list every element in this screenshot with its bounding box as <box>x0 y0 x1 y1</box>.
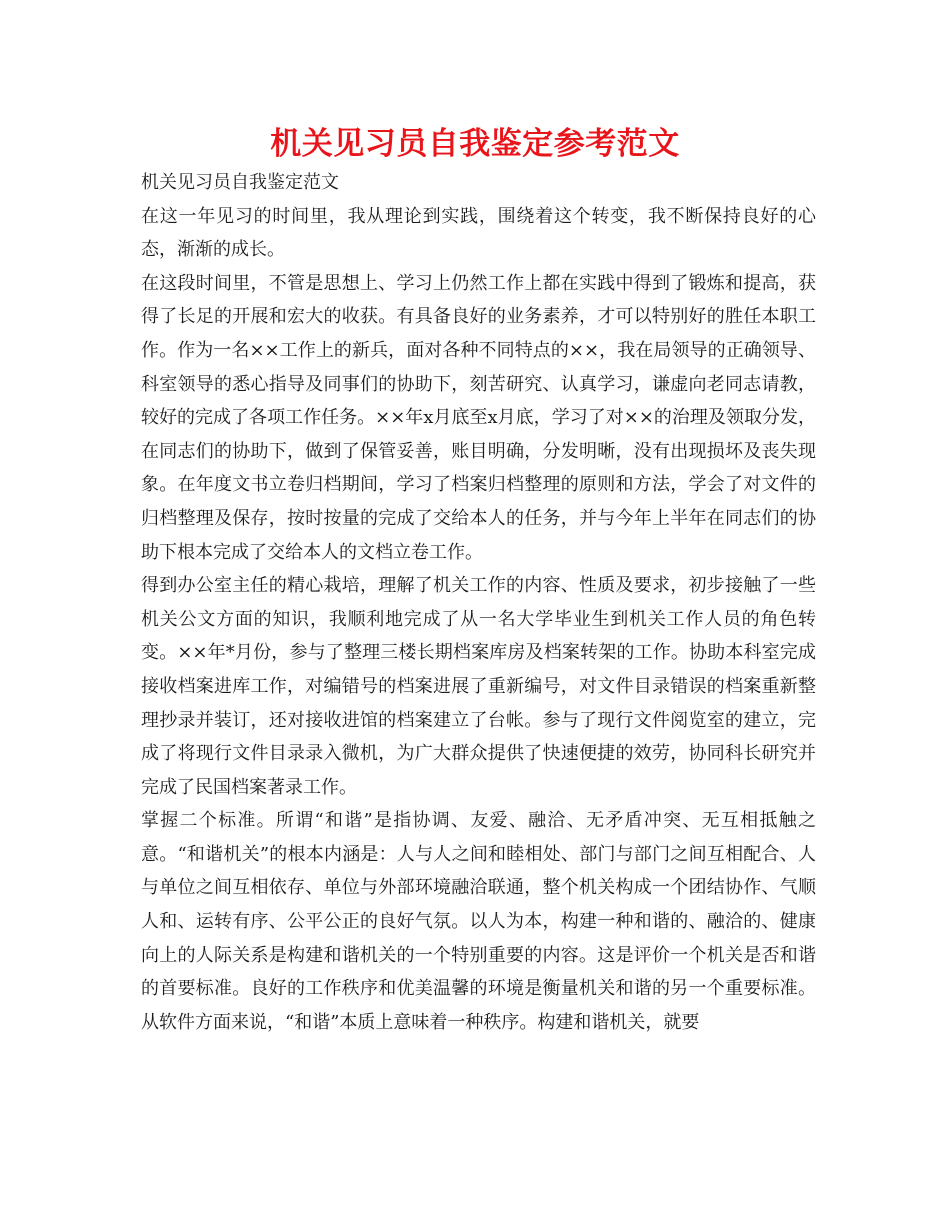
page-title: 机关见习员自我鉴定参考范文 <box>270 126 680 162</box>
paragraph-1: 在这一年见习的时间里，我从理论到实践，围绕着这个转变，我不断保持良好的心态，渐渐的成长。 <box>141 205 816 261</box>
paragraph-3: 得到办公室主任的精心栽培，理解了机关工作的内容、性质及要求，初步接触了一些机关公文方面的知识，我顺利地完成了从一名大学毕业生到机关工作人员的角色转变。××年*月份，参与了整理三楼长期档案库房及档案转架的工作。协助本科室完成接收档案进库工作，对编错号的档案进展了重新编号，对文件目录错误的档案重新整理抄录并装订，还对接收进馆的档案建立了台帐。参与了现行文件阅览室的建立，完成了将现行文件目录录入微机，为广大群众提供了快速便捷的效劳，协同科长研究并完成了民国档案著录工作。 <box>141 575 816 798</box>
paragraph-2: 在这段时间里，不管是思想上、学习上仍然工作上都在实践中得到了锻炼和提高，获得了长足的开展和宏大的收获。有具备良好的业务素养，才可以特别好的胜任本职工作。作为一名××工作上的新兵，面对各种不同特点的××，我在局领导的正确领导、科室领导的悉心指导及同事们的协助下，刻苦研究、认真学习，谦虚向老同志请教，较好的完成了各项工作任务。××年x月底至x月底，学习了对××的治理及领取分发，在同志们的协助下，做到了保管妥善，账目明确，分发明晰，没有出现损坏及丧失现象。在年度文书立卷归档期间，学习了档案归档整理的原则和方法，学会了对文件的归档整理及保存，按时按量的完成了交给本人的任务，并与今年上半年在同志们的协助下根本完成了交给本人的文档立卷工作。 <box>141 272 816 563</box>
document-body <box>141 166 816 1039</box>
subtitle-line: 机关见习员自我鉴定范文 <box>141 172 339 193</box>
paragraph-4: 掌握二个标准。所谓“和谐”是指协调、友爱、融洽、无矛盾冲突、无互相抵触之意。“和谐机关”的根本内涵是：人与人之间和睦相处、部门与部门之间互相配合、人与单位之间互相依存、单位与外部环境融洽联通，整个机关构成一个团结协作、气顺人和、运转有序、公平公正的良好气氛。以人为本，构建一种和谐的、融洽的、健康向上的人际关系是构建和谐机关的一个特别重要的内容。这是评价一个机关是否和谐的首要标准。良好的工作秩序和优美温馨的环境是衡量机关和谐的另一个重要标准。从软件方面来说，“和谐”本质上意味着一种秩序。构建和谐机关，就要 <box>141 810 816 1033</box>
